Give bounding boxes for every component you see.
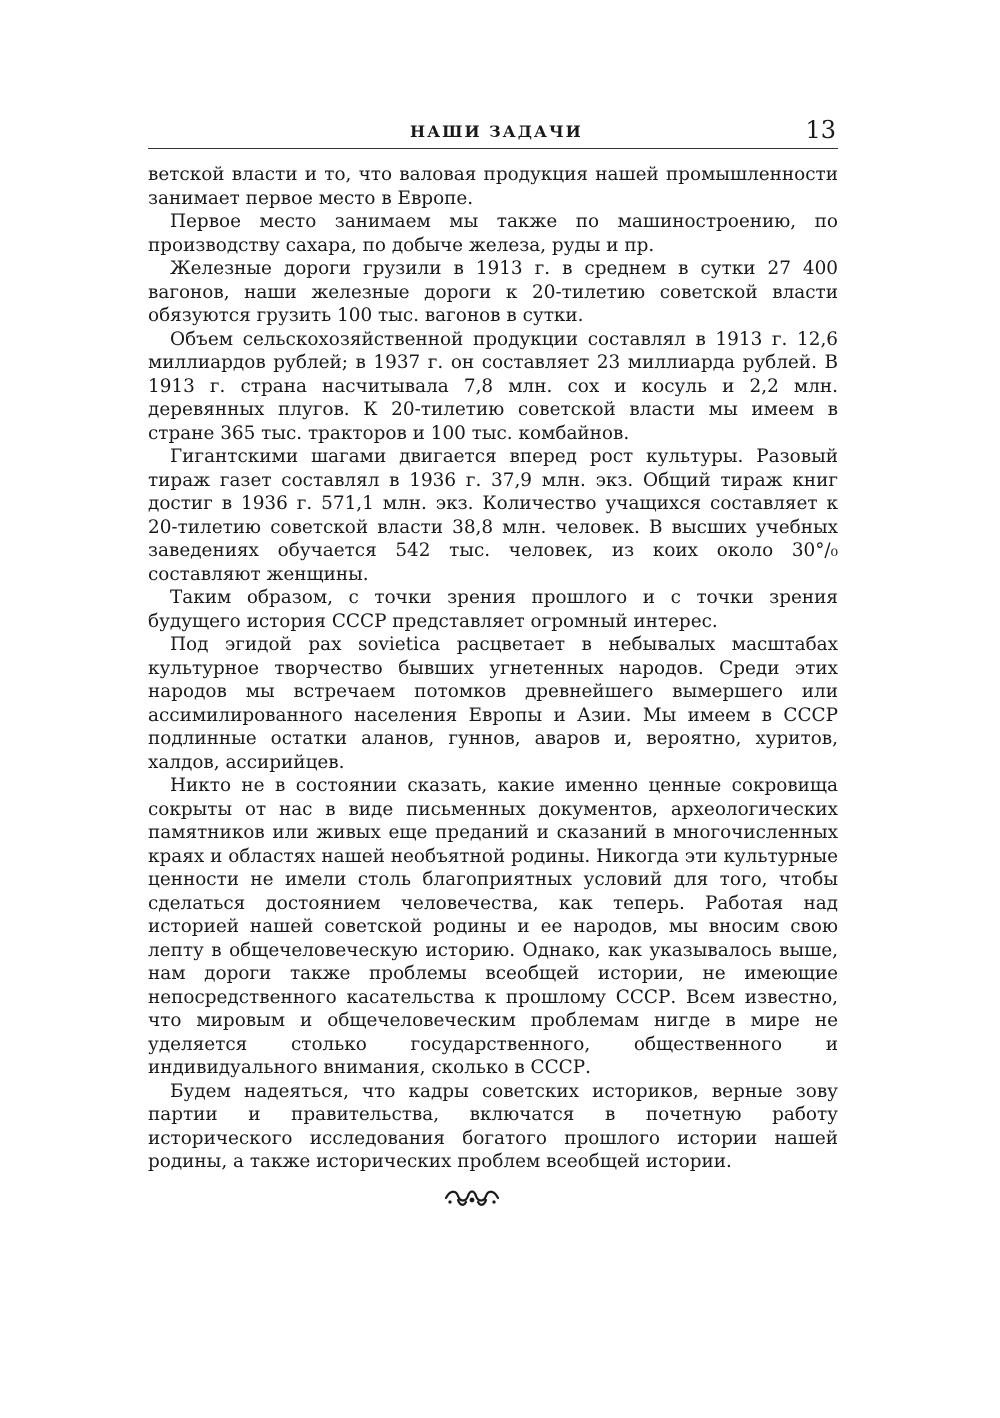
- paragraph: Объем сельскохозяйственной продукции составлял в 1913 г. 12,6 миллиардов рублей; в 1937 г. он составляет 23 миллиарда рублей. В 1913 г. страна насчитывала 7,8 млн. сох и косуль и 2,2 млн. деревянных плугов. К 20-тилетию советской власти мы имеем в стране 365 тыс. тракторов и 100 тыс. комбайнов.: [148, 328, 838, 444]
- paragraph: Таким образом, с точки зрения прошлого и с точки зрения будущего история СССР представляет огромный интерес.: [148, 587, 838, 632]
- running-title: НАШИ ЗАДАЧИ: [410, 122, 583, 141]
- paragraph: Будем надеяться, что кадры советских историков, верные зову партии и правительства, включатся в почетную работу исторического исследования богатого прошлого истории нашей родины, а также исторических проблем всеобщей истории.: [148, 1080, 838, 1172]
- running-head: [148, 112, 838, 149]
- body-text: [148, 163, 838, 1174]
- paragraph: Под эгидой pax sovietica расцветает в небывалых масштабах культурное творчество бывших угнетенных народов. Среди этих народов мы встречаем потомков древнейшего вымершего или ассимилированного населения Европы и Азии. Мы имеем в СССР подлинные остатки аланов, гуннов, аваров и, вероятно, хуритов, халдов, ассирийцев.: [148, 634, 838, 773]
- paragraph: Первое место занимаем мы также по машиностроению, по производству сахара, по добыче железа, руды и пр.: [148, 211, 838, 256]
- page-number: 13: [805, 116, 836, 144]
- paragraph: Гигантскими шагами двигается вперед рост культуры. Разовый тираж газет составлял в 1936 г. 37,9 млн. экз. Общий тираж книг достиг в 1936 г. 571,1 млн. экз. Количество учащихся составляет к 20-тилетию советской власти 38,8 млн. человек. В высших учебных заведениях обучается 542 тыс. человек, из коих около 30°/₀ составляют женщины.: [148, 446, 838, 585]
- ornament-divider-icon: [444, 1184, 500, 1212]
- paragraph-continued: ветской власти и то, что валовая продукция нашей промышленности занимает первое место в Европе.: [148, 164, 838, 209]
- paragraph: Железные дороги грузили в 1913 г. в среднем в сутки 27 400 вагонов, наши железные дороги к 20-тилетию советской власти обязуются грузить 100 тыс. вагонов в сутки.: [148, 258, 838, 326]
- page: [148, 112, 838, 1174]
- paragraph: Никто не в состоянии сказать, какие именно ценные сокровища сокрыты от нас в виде письменных документов, археологических памятников или живых еще преданий и сказаний в многочисленных краях и областях нашей необъятной родины. Никогда эти культурные ценности не имели столь благоприятных условий для того, чтобы сделаться достоянием человечества, как теперь. Работая над историей нашей советской родины и ее народов, мы вносим свою лепту в общечеловеческую историю. Однако, как указывалось выше, нам дороги также проблемы всеобщей истории, не имеющие непосредственного касательства к прошлому СССР. Всем известно, что мировым и общечеловеческим проблемам нигде в мире не уделяется столько государственного, общественного и индивидуального внимания, сколько в СССР.: [148, 775, 838, 1078]
